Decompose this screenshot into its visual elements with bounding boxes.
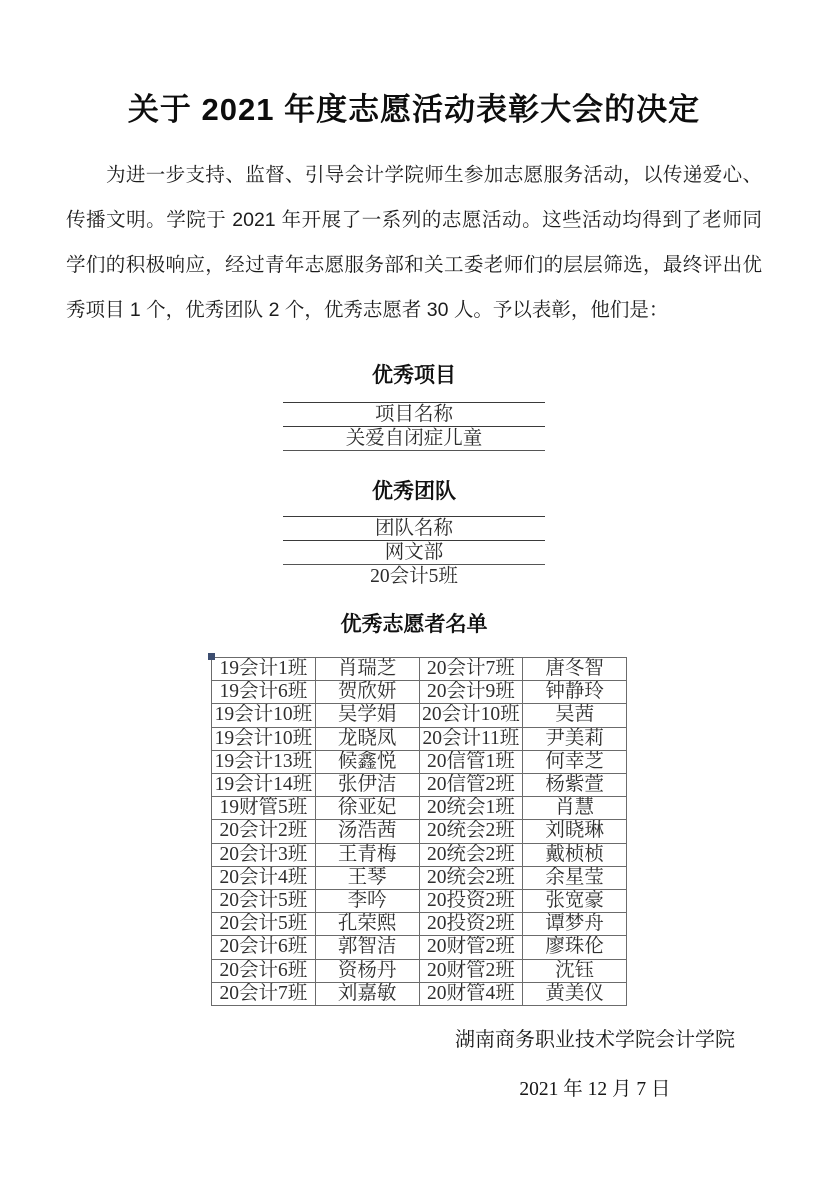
table-cell: 吴茜	[523, 704, 627, 727]
table-cell: 20会计11班	[419, 727, 523, 750]
table-cell: 20会计6班	[212, 959, 316, 982]
table-row	[212, 982, 627, 1005]
table-row	[212, 866, 627, 889]
table-cell: 谭梦舟	[523, 913, 627, 936]
table-cell: 20会计7班	[212, 982, 316, 1005]
table-cell: 20投资2班	[419, 890, 523, 913]
table-row	[283, 565, 545, 589]
section-heading-volunteers: 优秀志愿者名单	[340, 613, 488, 636]
table-cell: 19会计10班	[212, 727, 316, 750]
body-paragraph: 为进一步支持、监督、引导会计学院师生参加志愿服务活动，以传递爱心、传播文明。学院于 2021 年开展了一系列的志愿活动。这些活动均得到了老师同学们的积极响应，经过青年志愿服务部和关工委老师们的层层筛选，最终评出优秀项目 1 个，优秀团队 2 个，优秀志愿者 30 人。予以表彰，他们是：	[66, 164, 762, 321]
table-row	[212, 820, 627, 843]
table-cell: 肖瑞芝	[315, 658, 419, 681]
footer	[440, 1023, 750, 1101]
table-cell: 吴学娟	[315, 704, 419, 727]
table-cell: 戴桢桢	[523, 843, 627, 866]
footer-signature: 湖南商务职业技术学院会计学院	[455, 1029, 735, 1052]
volunteer-table	[211, 657, 627, 1006]
table-row	[283, 403, 545, 427]
document-page	[0, 84, 828, 1193]
table-cell: 张宽豪	[523, 890, 627, 913]
table-cell: 龙晓凤	[315, 727, 419, 750]
table-row	[283, 541, 545, 565]
table-cell: 20会计4班	[212, 866, 316, 889]
table-cell: 徐亚妃	[315, 797, 419, 820]
table-row	[212, 681, 627, 704]
table-cell: 20会计5班	[212, 913, 316, 936]
table-cell: 20信管2班	[419, 774, 523, 797]
table-cell: 19会计6班	[212, 681, 316, 704]
table-cell: 钟静玲	[523, 681, 627, 704]
table-row	[212, 913, 627, 936]
table-cell: 余星莹	[523, 866, 627, 889]
table-cell: 20会计5班	[212, 890, 316, 913]
table-cell: 20统会2班	[419, 820, 523, 843]
table-cell: 20会计6班	[212, 936, 316, 959]
table-cell: 贺欣妍	[315, 681, 419, 704]
project-table	[283, 402, 545, 451]
team-table	[283, 516, 545, 588]
table-cell: 关爱自闭症儿童	[283, 427, 545, 451]
table-cell: 刘嘉敏	[315, 982, 419, 1005]
project-table-header-cell: 项目名称	[283, 403, 545, 427]
table-row	[212, 727, 627, 750]
table-cell: 20财管2班	[419, 959, 523, 982]
table-cell: 孔荣熙	[315, 913, 419, 936]
table-cell: 黄美仪	[523, 982, 627, 1005]
table-cell: 唐冬智	[523, 658, 627, 681]
table-row	[212, 750, 627, 773]
table-cell: 19会计13班	[212, 750, 316, 773]
table-cell: 20财管4班	[419, 982, 523, 1005]
table-row	[283, 517, 545, 541]
table-cell: 20投资2班	[419, 913, 523, 936]
table-cell: 王青梅	[315, 843, 419, 866]
table-row	[212, 658, 627, 681]
table-cell: 20会计9班	[419, 681, 523, 704]
table-row	[212, 890, 627, 913]
table-cell: 李吟	[315, 890, 419, 913]
table-row	[212, 774, 627, 797]
table-cell: 杨紫萱	[523, 774, 627, 797]
table-cell: 王琴	[315, 866, 419, 889]
page-title: 关于 2021 年度志愿活动表彰大会的决定	[127, 92, 701, 127]
table-selection-handle-icon	[208, 653, 215, 660]
table-cell: 20会计7班	[419, 658, 523, 681]
table-cell: 资杨丹	[315, 959, 419, 982]
table-cell: 20统会2班	[419, 843, 523, 866]
volunteer-table-container	[211, 657, 627, 1006]
table-cell: 19会计1班	[212, 658, 316, 681]
table-cell: 20信管1班	[419, 750, 523, 773]
table-cell: 沈钰	[523, 959, 627, 982]
section-heading-team: 优秀团队	[372, 480, 456, 503]
table-cell: 19会计14班	[212, 774, 316, 797]
table-cell: 20会计3班	[212, 843, 316, 866]
table-cell: 张伊洁	[315, 774, 419, 797]
table-cell: 郭智洁	[315, 936, 419, 959]
table-cell: 20会计5班	[370, 566, 458, 587]
table-row	[212, 936, 627, 959]
volunteer-table-body	[212, 658, 627, 1006]
table-cell: 网文部	[283, 541, 545, 565]
table-cell: 肖慧	[523, 797, 627, 820]
table-cell: 尹美莉	[523, 727, 627, 750]
table-cell: 20统会2班	[419, 866, 523, 889]
table-cell: 20会计2班	[212, 820, 316, 843]
table-row	[283, 427, 545, 451]
table-cell: 汤浩茜	[315, 820, 419, 843]
table-cell: 19会计10班	[212, 704, 316, 727]
table-cell: 廖珠伦	[523, 936, 627, 959]
table-cell: 候鑫悦	[315, 750, 419, 773]
team-table-header-cell: 团队名称	[283, 517, 545, 541]
table-cell: 19财管5班	[212, 797, 316, 820]
footer-date: 2021 年 12 月 7 日	[519, 1079, 671, 1101]
section-heading-project: 优秀项目	[372, 364, 456, 387]
table-row	[212, 843, 627, 866]
table-row	[212, 959, 627, 982]
table-row	[212, 704, 627, 727]
table-cell: 20财管2班	[419, 936, 523, 959]
table-cell: 何幸芝	[523, 750, 627, 773]
table-cell: 20统会1班	[419, 797, 523, 820]
table-row	[212, 797, 627, 820]
table-cell: 刘晓琳	[523, 820, 627, 843]
table-cell: 20会计10班	[419, 704, 523, 727]
